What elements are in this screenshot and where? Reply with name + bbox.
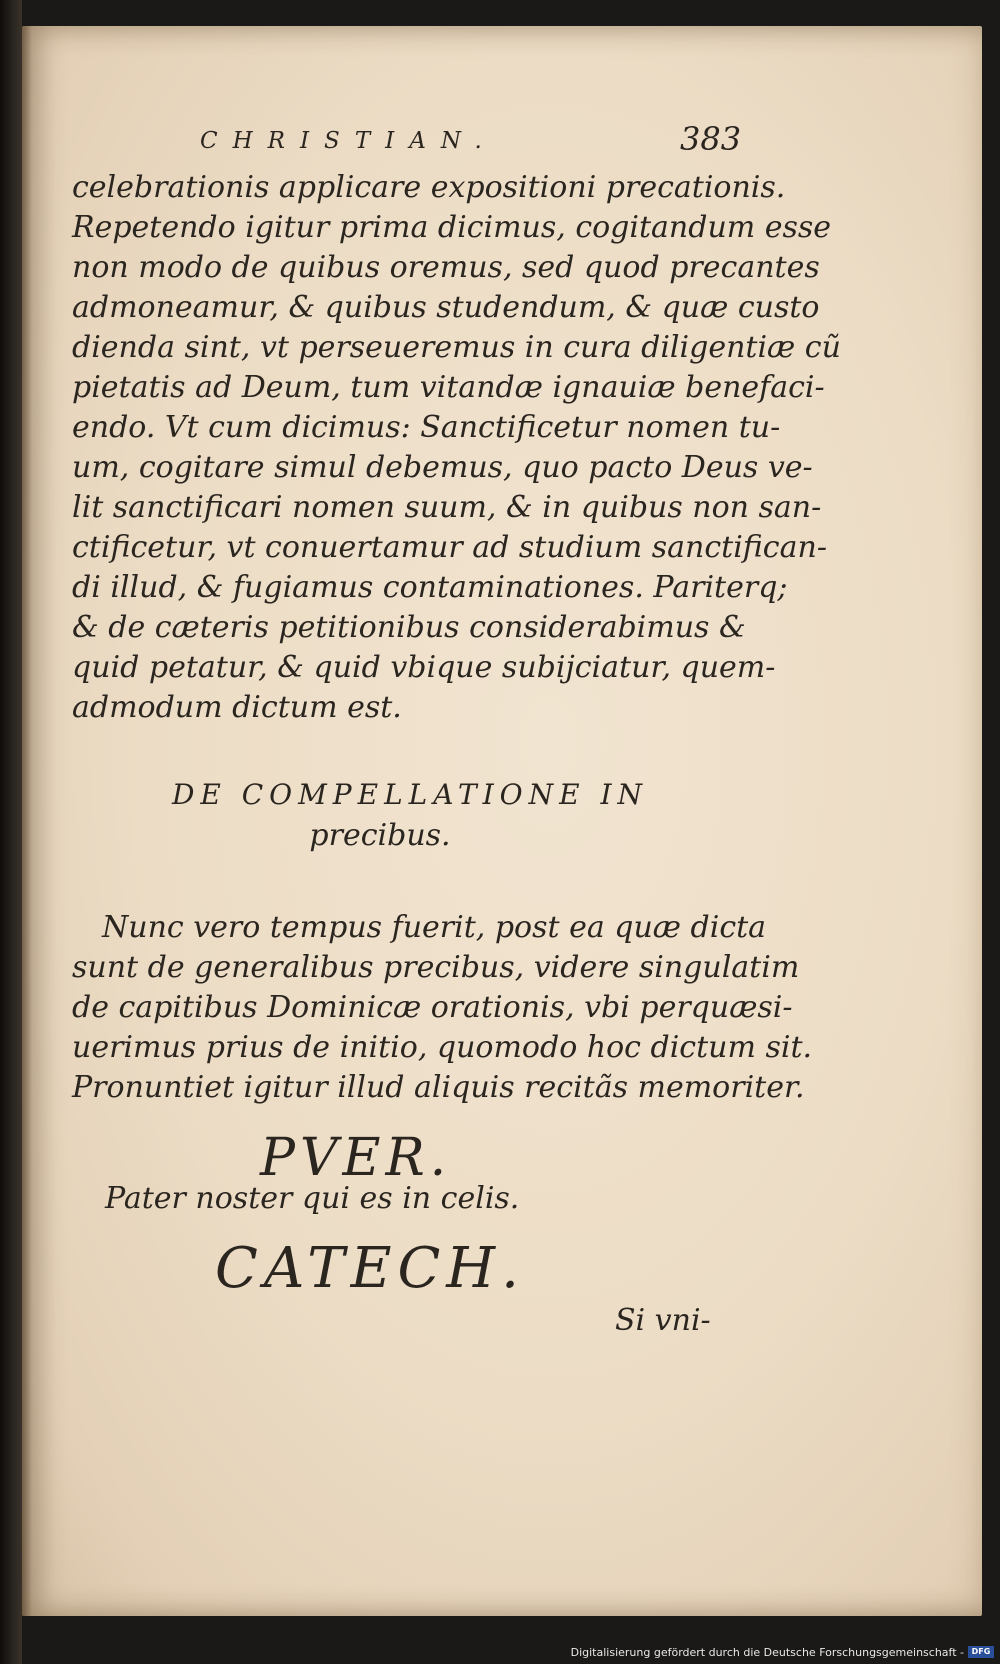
section-heading-sub: precibus. [309, 818, 451, 853]
speaker-puer: PVER. [260, 1128, 452, 1188]
page-sheet [22, 26, 982, 1616]
text-line: Nunc vero tempus fuerit, post ea quæ dicta [102, 910, 767, 945]
text-line: ctificetur, vt conuertamur ad studium sanctifican- [72, 530, 827, 565]
text-line: endo. Vt cum dicimus: Sanctificetur nomen tu- [72, 410, 781, 445]
speaker-catech: CATECH. [215, 1236, 525, 1301]
pater-noster-line: Pater noster qui es in celis. [105, 1181, 520, 1216]
text-line: celebrationis applicare expositioni precationis. [72, 170, 786, 205]
text-line: um, cogitare simul debemus, quo pacto Deus ve- [72, 450, 813, 485]
text-line: sunt de generalibus precibus, videre singulatim [72, 950, 800, 985]
text-line: admoneamur, & quibus studendum, & quæ custo [72, 290, 820, 325]
text-line: quid petatur, & quid vbique subijciatur, quem- [72, 650, 776, 685]
book-binding-edge [0, 0, 22, 1664]
catchword: Si vni- [615, 1303, 711, 1338]
text-line: pietatis ad Deum, tum vitandæ ignauiæ benefaci- [72, 370, 825, 405]
text-line: uerimus prius de initio, quomodo hoc dictum sit. [72, 1030, 813, 1065]
digitization-credit [571, 1643, 994, 1661]
text-line: di illud, & fugiamus contaminationes. Pariterq; [72, 570, 788, 605]
gutter-shadow [22, 26, 32, 1616]
text-line: non modo de quibus oremus, sed quod precantes [72, 250, 820, 285]
text-line: lit sanctificari nomen suum, & in quibus non san- [72, 490, 822, 525]
section-heading: DE COMPELLATIONE IN [171, 778, 649, 811]
page-number: 383 [680, 120, 742, 158]
credit-text: Digitalisierung gefördert durch die Deutsche Forschungsgemeinschaft - [570, 1645, 964, 1659]
text-line: & de cæteris petitionibus considerabimus & [72, 610, 746, 645]
running-head: CHRISTIAN. [200, 128, 497, 154]
dfg-logo: DFG [968, 1646, 994, 1658]
text-line: Repetendo igitur prima dicimus, cogitandum esse [72, 210, 832, 245]
text-line: admodum dictum est. [72, 690, 402, 725]
text-line: dienda sint, vt perseueremus in cura diligentiæ cũ [72, 330, 841, 365]
text-line: Pronuntiet igitur illud aliquis recitãs memoriter. [72, 1070, 805, 1105]
text-line: de capitibus Dominicæ orationis, vbi perquæsi- [72, 990, 793, 1025]
